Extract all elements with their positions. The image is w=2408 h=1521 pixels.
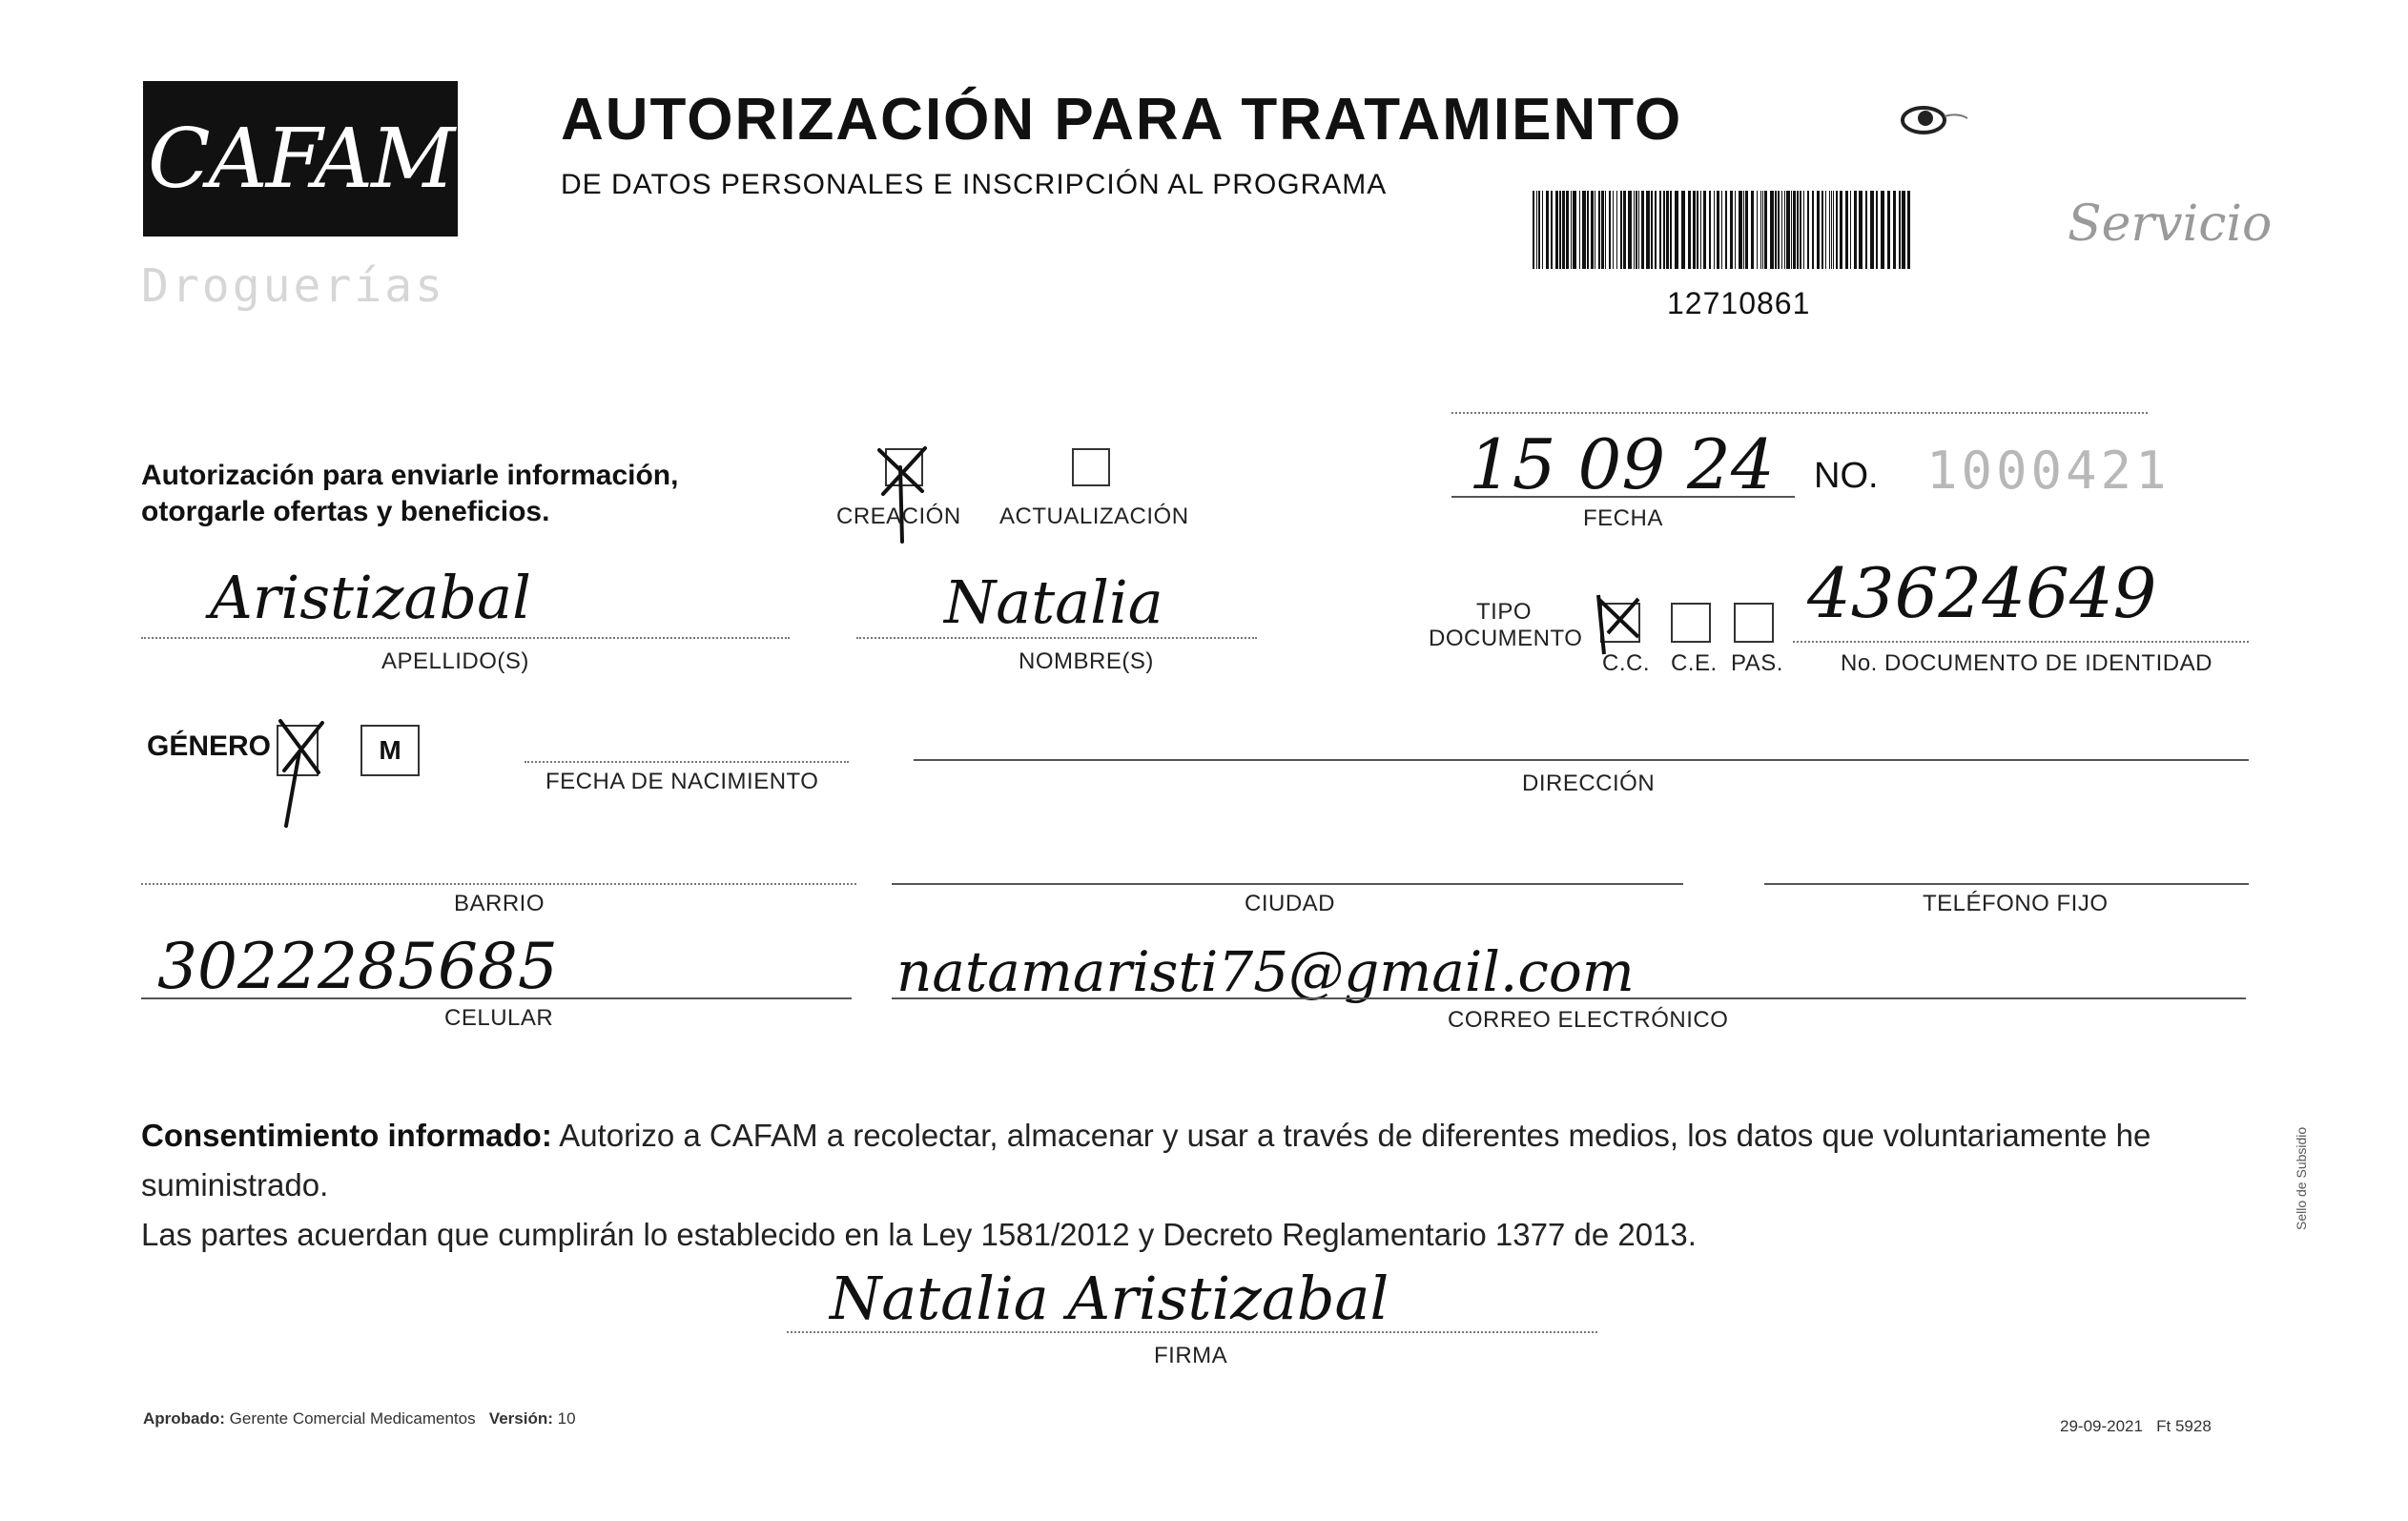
barcode-bar [1840, 191, 1842, 269]
barcode-bar [1854, 191, 1857, 269]
barcode-bar [1670, 191, 1672, 269]
doc-number-value[interactable]: 43624649 [1807, 553, 2157, 633]
barcode-bar [1623, 191, 1626, 269]
vertical-stamp-text: Sello de Subsidio [2294, 1126, 2309, 1230]
barcode-bar [1609, 191, 1611, 269]
ce-label: C.E. [1671, 650, 1718, 676]
surname-line [141, 637, 790, 639]
barcode-bar [1907, 191, 1910, 269]
barcode-bar [1579, 191, 1580, 269]
telefono-label: TELÉFONO FIJO [1923, 891, 2109, 916]
barcode-bar [1605, 191, 1606, 269]
number-label: NO. [1814, 456, 1879, 496]
barcode-bar [1559, 191, 1561, 269]
barcode-bar [1845, 191, 1848, 269]
barrio-line[interactable] [141, 883, 856, 885]
barcode-bar [1817, 191, 1820, 269]
barcode-bar [1546, 191, 1549, 269]
barcode-bar [1601, 191, 1604, 269]
barcode-bar [1616, 191, 1617, 269]
barcode-bar [1709, 191, 1711, 269]
barcode-bar [1641, 191, 1644, 269]
name-label: NOMBRE(S) [1019, 648, 1154, 674]
barcode-bar [1735, 191, 1736, 269]
doc-type-label: TIPO [1476, 599, 1533, 625]
gender-label: GÉNERO [147, 730, 272, 762]
barcode-bar [1751, 191, 1754, 269]
barcode-bar [1655, 191, 1657, 269]
birthdate-line[interactable] [525, 761, 849, 763]
update-checkbox[interactable] [1072, 448, 1110, 486]
barcode-bar [1743, 191, 1744, 269]
barcode-bar [1587, 191, 1589, 269]
barcode-bar [1797, 191, 1799, 269]
surname-value[interactable]: Aristizabal [210, 563, 531, 632]
date-value[interactable]: 15 09 24 [1469, 424, 1775, 504]
barcode-bar [1582, 191, 1586, 269]
barcode-bar [1714, 191, 1715, 269]
authorization-intro: Autorización para enviarle información, otorgarle ofertas y beneficios. [141, 460, 679, 527]
barcode-bar [1634, 191, 1635, 269]
form-subtitle: DE DATOS PERSONALES E INSCRIPCIÓN AL PROGRAMA [561, 169, 1388, 200]
barcode-bar [1865, 191, 1867, 269]
barcode-bar [1646, 191, 1650, 269]
barcode-bar [1786, 191, 1790, 269]
barcode-bar [1825, 191, 1826, 269]
barcode-bar [1533, 191, 1534, 269]
signature-label: FIRMA [1154, 1343, 1228, 1368]
barrio-label: BARRIO [454, 891, 545, 916]
barcode-bar [1566, 191, 1569, 269]
consent-line-1 [141, 1111, 2277, 1210]
barcode-bar [1681, 191, 1685, 269]
email-value[interactable]: natamaristi75@gmail.com [896, 939, 1635, 1004]
surname-label: APELLIDO(S) [381, 648, 529, 674]
doc-number-line [1793, 641, 2249, 643]
barcode-bar [1745, 191, 1748, 269]
barcode-bar [1538, 191, 1540, 269]
barcode-number: 12710861 [1667, 286, 1811, 320]
barcode-bar [1562, 191, 1565, 269]
barcode-bar [1859, 191, 1863, 269]
barcode-bar [1638, 191, 1639, 269]
barcode-bar [1721, 191, 1722, 269]
doc-type-label-2: DOCUMENTO [1429, 626, 1583, 651]
barcode-bar [1628, 191, 1632, 269]
date-code-footer [2060, 1417, 2212, 1436]
barcode-bar [1775, 191, 1777, 269]
email-label: CORREO ELECTRÓNICO [1448, 1007, 1729, 1033]
barcode-bar [1781, 191, 1782, 269]
cafam-logo: CAFAM [143, 81, 458, 236]
barcode-bar [1833, 191, 1834, 269]
signature-value[interactable]: Natalia Aristizabal [830, 1264, 1389, 1333]
barcode-bar [1675, 191, 1678, 269]
barcode-bar [1829, 191, 1830, 269]
barcode-bar [1555, 191, 1558, 269]
barcode-bar [1666, 191, 1669, 269]
barcode-bar [1700, 191, 1701, 269]
barcode-bar [1800, 191, 1801, 269]
address-line[interactable] [914, 759, 2249, 761]
barcode-bar [1591, 191, 1594, 269]
barcode-bar [1831, 191, 1832, 269]
barcode-bar [1703, 191, 1706, 269]
email-line [892, 997, 2246, 999]
program-logo: Servicio [2068, 195, 2273, 253]
barcode-bar [1899, 191, 1901, 269]
doc-number-label: No. DOCUMENTO DE IDENTIDAD [1841, 650, 2212, 676]
consent-text-2: Las partes acuerdan que cumplirán lo establecido en la Ley 1581/2012 y Decreto Reglamentario 1377 de 2013. [141, 1217, 1697, 1252]
cc-check-mark [1591, 591, 1648, 658]
barcode-bar [1881, 191, 1884, 269]
barcode-bar [1762, 191, 1763, 269]
pas-label: PAS. [1731, 650, 1783, 676]
address-label: DIRECCIÓN [1522, 771, 1656, 796]
gender-m-label: M [379, 735, 401, 765]
version-value: 10 [557, 1409, 576, 1428]
consent-paragraph [141, 1111, 2277, 1260]
barcode-bar [1876, 191, 1878, 269]
barcode-bar [1651, 191, 1653, 269]
barcode-bar [1791, 191, 1792, 269]
form-title: AUTORIZACIÓN PARA TRATAMIENTO [561, 87, 1683, 153]
barcode-bar [1760, 191, 1761, 269]
gender-check-mark [267, 713, 334, 830]
barcode-bar [1730, 191, 1733, 269]
barcode-bar [1739, 191, 1742, 269]
header-dashed-line [1451, 412, 2148, 414]
form-serial-number: 1000421 [1926, 441, 2171, 501]
consent-text-1: Autorizo a CAFAM a recolectar, almacenar y usar a través de diferentes medios, los datos que voluntariamente he suministrado. [141, 1118, 2151, 1202]
approved-label: Aprobado: [143, 1409, 225, 1428]
barcode-bar [1717, 191, 1719, 269]
sub-brand-logo: Droguerías [141, 259, 445, 313]
version-label: Versión: [488, 1409, 553, 1428]
name-line [856, 637, 1257, 639]
telefono-line[interactable] [1764, 883, 2249, 885]
form-code: Ft 5928 [2156, 1417, 2212, 1435]
birthdate-label: FECHA DE NACIMIENTO [545, 769, 819, 794]
cell-label: CELULAR [444, 1005, 554, 1031]
barcode-bar [1659, 191, 1661, 269]
barcode-bar [1688, 191, 1691, 269]
barcode-bar [1778, 191, 1780, 269]
barcode-bar [1793, 191, 1796, 269]
ce-checkbox[interactable] [1671, 603, 1711, 643]
pas-checkbox[interactable] [1734, 603, 1774, 643]
barcode-bar [1807, 191, 1809, 269]
barcode-bar [1764, 191, 1767, 269]
barcode-bar [1663, 191, 1665, 269]
cell-line [141, 997, 852, 999]
consent-heading: Consentimiento informado: [141, 1118, 552, 1153]
barcode-bar [1836, 191, 1838, 269]
barcode-bar [1571, 191, 1572, 269]
barcode-bar [1725, 191, 1727, 269]
cell-value[interactable]: 3022285685 [157, 930, 558, 1003]
name-value[interactable]: Natalia [944, 567, 1163, 637]
date-code: 29-09-2021 [2060, 1417, 2143, 1435]
barcode-bar [1697, 191, 1698, 269]
ciudad-label: CIUDAD [1245, 891, 1336, 916]
barcode-bar [1536, 191, 1537, 269]
barcode-bar [1770, 191, 1774, 269]
barcode-bar [1613, 191, 1614, 269]
barcode-bar [1757, 191, 1758, 269]
barcode-bar [1542, 191, 1543, 269]
date-label: FECHA [1583, 505, 1663, 531]
barcode-bar [1620, 191, 1622, 269]
creation-label: CREACIÓN [836, 504, 961, 529]
barcode-bar [1598, 191, 1600, 269]
cc-label: C.C. [1602, 650, 1650, 676]
eye-logo-icon [1893, 95, 1969, 143]
barcode-image [1533, 191, 1914, 269]
barcode-bar [1784, 191, 1785, 269]
barcode-bar [1850, 191, 1851, 269]
date-underline [1451, 496, 1795, 498]
ciudad-line[interactable] [892, 883, 1683, 885]
barcode-bar [1693, 191, 1696, 269]
barcode-bar [1551, 191, 1553, 269]
barcode-bar [1821, 191, 1823, 269]
update-label: ACTUALIZACIÓN [999, 504, 1189, 529]
barcode-bar [1636, 191, 1637, 269]
approved-footer [143, 1409, 576, 1429]
barcode-bar [1902, 191, 1905, 269]
barcode-bar [1573, 191, 1576, 269]
barcode-bar [1803, 191, 1804, 269]
barcode-bar [1812, 191, 1814, 269]
signature-line [787, 1331, 1597, 1333]
gender-m-checkbox[interactable] [360, 725, 420, 776]
approved-value: Gerente Comercial Medicamentos [229, 1409, 476, 1428]
barcode-bar [1870, 191, 1874, 269]
barcode-bar [1887, 191, 1890, 269]
barcode-bar [1893, 191, 1896, 269]
